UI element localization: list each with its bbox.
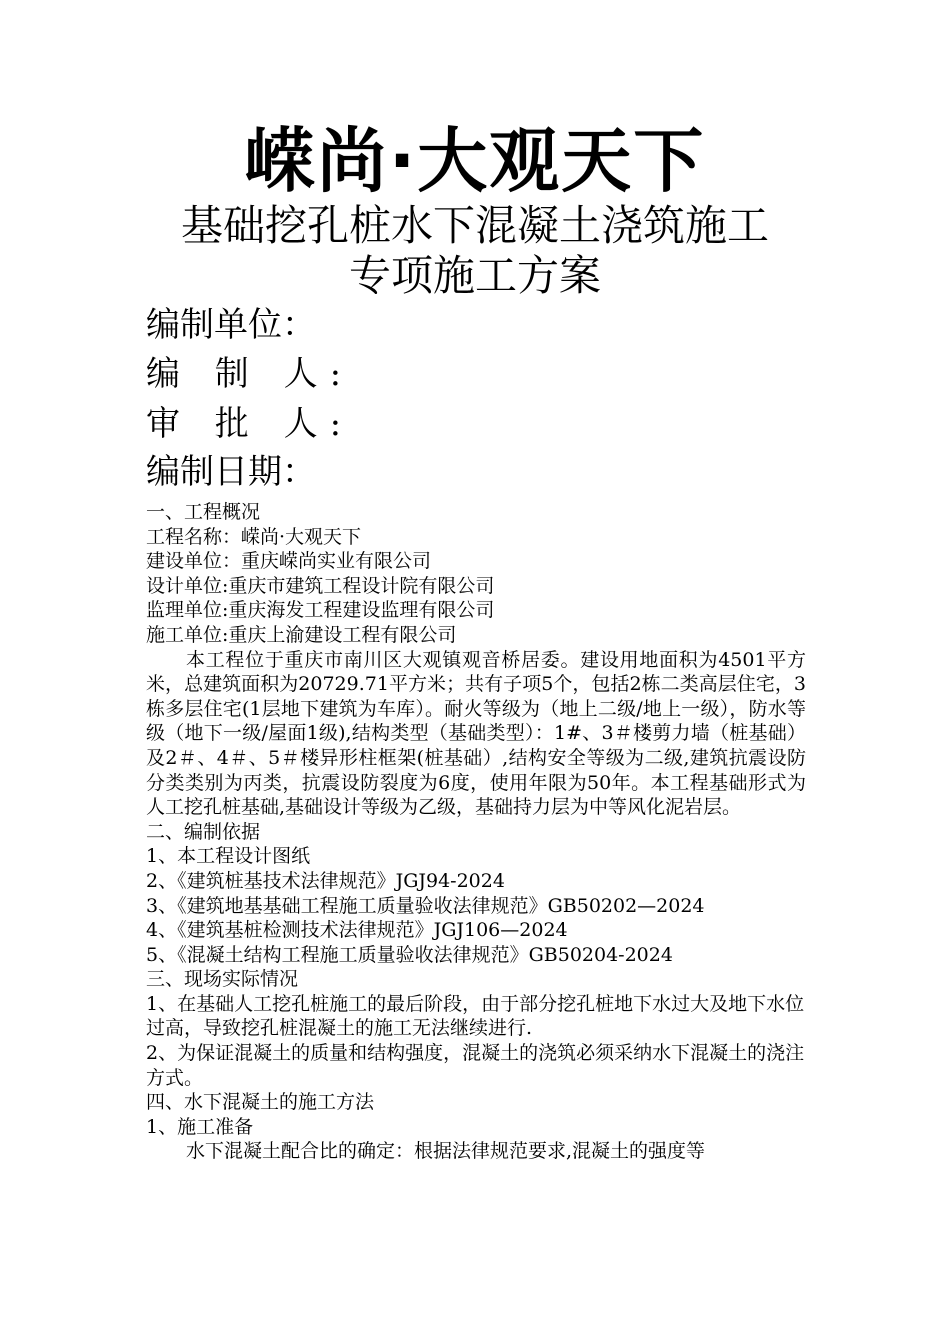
basis-item: 5、《混凝土结构工程施工质量验收法律规范》GB50204-2024	[146, 943, 673, 966]
section-heading: 三、现场实际情况	[146, 968, 299, 991]
builder-unit: 建设单位：重庆嵘尚实业有限公司	[146, 550, 432, 573]
basis-item: 1、本工程设计图纸	[146, 845, 311, 868]
basis-item: 4、《建筑基桩检测技术法律规范》JGJ106—2024	[146, 919, 568, 942]
design-unit: 设计单位:重庆市建筑工程设计院有限公司	[146, 574, 495, 597]
section-heading: 四、水下混凝土的施工方法	[146, 1091, 375, 1114]
construction-unit: 施工单位:重庆上渝建设工程有限公司	[146, 623, 457, 646]
site-condition-item: 2、为保证混凝土的质量和结构强度，混凝土的浇筑必须采纳水下混凝土的浇注方式。	[146, 1042, 805, 1089]
compiling-unit-label: 编制单位：	[146, 305, 316, 345]
project-name: 工程名称：嵘尚·大观天下	[146, 525, 362, 548]
compile-date-label: 编制日期：	[146, 452, 316, 492]
document-title: 嵘尚·大观天下	[244, 120, 706, 202]
basis-item: 3、《建筑地基基础工程施工质量验收法律规范》GB50202—2024	[146, 894, 705, 917]
subsection-heading: 1、施工准备	[146, 1115, 254, 1138]
compiler-label: 编 制 人:	[146, 354, 354, 394]
project-overview-paragraph: 本工程位于重庆市南川区大观镇观音桥居委。建设用地面积为4501平方米，总建筑面积为20729.71平方米；共有子项5个，包括2栋二类高层住宅，3栋多层住宅(1层地下建筑为车库）。耐火等级为（地上二级/地上一级），防水等级（地下一级/屋面1级),结构类型（基础类型）：1#、3＃楼剪力墙（桩基础）及2＃、4＃、5＃楼异形柱框架(桩基础）,结构安全等级为二级,建筑抗震设防分类类别为丙类，抗震设防裂度为6度，使用年限为50年。本工程基础形式为人工挖孔桩基础,基础设计等级为乙级，基础持力层为中等风化泥岩层。	[146, 648, 806, 819]
section-heading: 一、工程概况	[146, 501, 261, 523]
approver-label: 审 批 人:	[146, 404, 354, 444]
supervision-unit: 监理单位:重庆海发工程建设监理有限公司	[146, 599, 495, 622]
site-condition-item: 1、在基础人工挖孔桩施工的最后阶段，由于部分挖孔桩地下水过大及地下水位过高，导致挖孔桩混凝土的施工无法继续进行.	[146, 992, 805, 1040]
mix-ratio-paragraph: 水下混凝土配合比的确定：根据法律规范要求,混凝土的强度等	[186, 1140, 706, 1163]
document-subtitle-line2: 专项施工方案	[348, 251, 601, 300]
basis-item: 2、《建筑桩基技术法律规范》JGJ94-2024	[146, 869, 505, 892]
document-body	[146, 500, 806, 1164]
document-subtitle-line1: 基础挖孔桩水下混凝土浇筑施工	[180, 201, 769, 250]
section-heading: 二、编制依据	[146, 820, 261, 843]
